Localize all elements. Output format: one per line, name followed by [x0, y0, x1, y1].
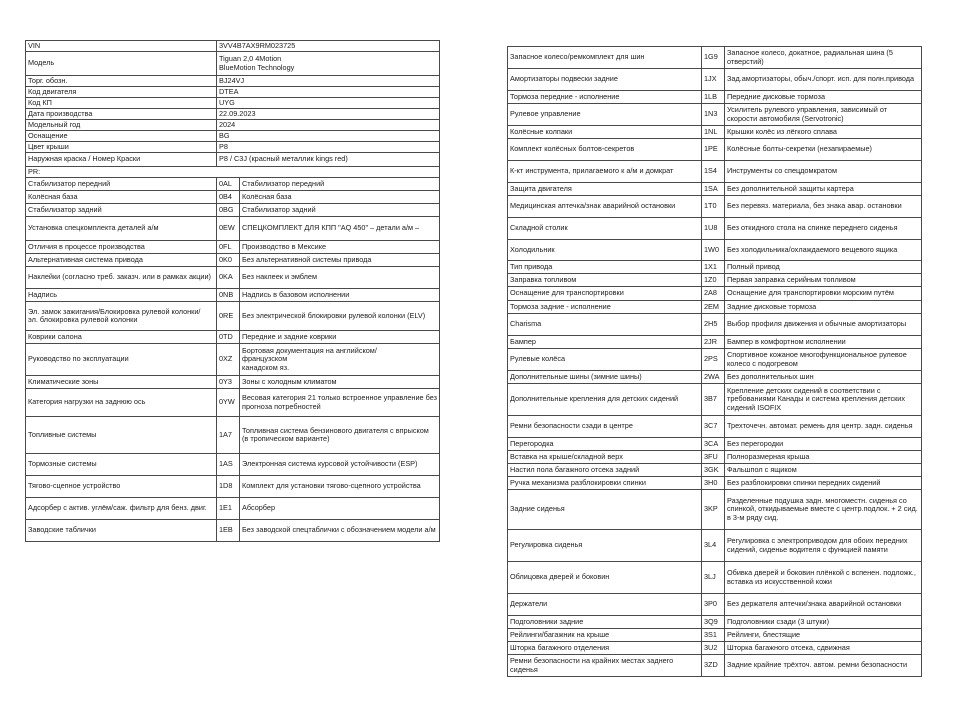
option-row [508, 104, 922, 126]
option-row [26, 344, 440, 376]
option-row [508, 196, 922, 218]
option-code: 1X1 [702, 261, 725, 274]
option-description: Разделенные подушка задн. многоместн. сиденья со спинкой, откидываемые вместе с центр.подлок. + 2 сид. в 3-м ряду сид. [725, 490, 922, 530]
option-description: Трехточечн. автомат. ремень для центр. задн. сиденья [725, 416, 922, 438]
option-description: Фальшпол с ящиком [725, 464, 922, 477]
option-category: Рулевые колёса [508, 349, 702, 371]
option-row [508, 349, 922, 371]
option-description: Регулировка с электроприводом для обоих передних сидений, сиденье водителя с функцией памяти [725, 530, 922, 562]
option-description: Без заводской спецтаблички с обозначением модели а/м [240, 520, 440, 542]
option-description: Без альтернативной системы привода [240, 254, 440, 267]
option-category: Ремни безопасности на крайних местах заднего сиденья [508, 655, 702, 677]
option-code: 3KP [702, 490, 725, 530]
option-description: СПЕЦКОМПЛЕКТ ДЛЯ КПП "AQ 450" – детали а/м – [240, 217, 440, 241]
option-row [508, 371, 922, 384]
option-row [508, 336, 922, 349]
option-code: 0K0 [217, 254, 240, 267]
field-value: DTEA [217, 87, 440, 98]
option-code: 1U8 [702, 218, 725, 240]
option-row [508, 274, 922, 287]
pr-section-label: PR: [26, 167, 440, 178]
option-category: Перегородка [508, 438, 702, 451]
option-code: 0B4 [217, 191, 240, 204]
option-description: Без холодильника/охлаждаемого вещевого ящика [725, 240, 922, 261]
option-category: Коврики салона [26, 331, 217, 344]
option-description: Инструменты со спецдомкратом [725, 161, 922, 183]
option-description: Выбор профиля движения и обычные амортизаторы [725, 314, 922, 336]
option-category: Запасное колесо/ремкомплект для шин [508, 47, 702, 69]
right-table-body [508, 47, 922, 677]
option-code: 0TD [217, 331, 240, 344]
option-category: Колёсные колпаки [508, 126, 702, 139]
field-label: Модель [26, 52, 217, 76]
option-category: Заправка топливом [508, 274, 702, 287]
option-description: Усилитель рулевого управления, зависимый от скорости автомобиля (Servotronic) [725, 104, 922, 126]
option-category: Комплект колёсных болтов-секретов [508, 139, 702, 161]
option-description: Запасное колесо, докатное, радиальная шина (5 отверстий) [725, 47, 922, 69]
option-category: Настил пола багажного отсека задний [508, 464, 702, 477]
option-description: Без держателя аптечки/знака аварийной остановки [725, 594, 922, 616]
option-category: Установка спецкомплекта деталей а/м [26, 217, 217, 241]
option-code: 1T0 [702, 196, 725, 218]
option-description: Без дополнительных шин [725, 371, 922, 384]
option-row [26, 498, 440, 520]
option-row [26, 217, 440, 241]
option-category: Эл. замок зажигания/Блокировка рулевой колонки/ эл. блокировка рулевой колонки [26, 302, 217, 331]
option-row [508, 530, 922, 562]
vehicle-spec-table-left [25, 40, 440, 542]
option-row [26, 289, 440, 302]
option-row [508, 47, 922, 69]
field-value: 22.09.2023 [217, 109, 440, 120]
option-row [26, 417, 440, 454]
option-row [508, 240, 922, 261]
option-description: Шторка багажного отсека, сдвижная [725, 642, 922, 655]
option-code: 3C7 [702, 416, 725, 438]
option-category: Оснащение для транспортировки [508, 287, 702, 301]
option-category: Заводские таблички [26, 520, 217, 542]
option-description: Первая заправка серийным топливом [725, 274, 922, 287]
option-description: Задние дисковые тормоза [725, 301, 922, 314]
option-category: Тягово-сцепное устройство [26, 476, 217, 498]
option-code: 1W0 [702, 240, 725, 261]
option-category: Бампер [508, 336, 702, 349]
option-description: Задние крайние трёхточ. автом. ремни безопасности [725, 655, 922, 677]
option-category: Адсорбер с актив. углём/саж. фильтр для бенз. двиг. [26, 498, 217, 520]
option-code: 3GK [702, 464, 725, 477]
field-value: BG [217, 131, 440, 142]
option-category: Ручка механизма разблокировки спинки [508, 477, 702, 490]
option-description: Без дополнительной защиты картера [725, 183, 922, 196]
option-row [508, 139, 922, 161]
option-description: Стабилизатор передний [240, 178, 440, 191]
option-row [508, 287, 922, 301]
pr-section-row [26, 167, 440, 178]
option-category: Держатели [508, 594, 702, 616]
option-row [508, 183, 922, 196]
option-category: Стабилизатор задний [26, 204, 217, 217]
option-row [26, 241, 440, 254]
option-category: Рулевое управление [508, 104, 702, 126]
option-description: Рейлинги, блестящие [725, 629, 922, 642]
option-description: Полный привод [725, 261, 922, 274]
option-description: Без перевяз. материала, без знака авар. остановки [725, 196, 922, 218]
option-category: Альтернативная система привода [26, 254, 217, 267]
option-row [508, 438, 922, 451]
option-row [26, 389, 440, 417]
option-row [508, 126, 922, 139]
option-category: Шторка багажного отделения [508, 642, 702, 655]
option-row [26, 302, 440, 331]
option-description: Топливная система бензинового двигателя с впрыском (в тропическом варианте) [240, 417, 440, 454]
option-row [508, 161, 922, 183]
option-code: 0Y3 [217, 376, 240, 389]
option-description: Колёсные болты-секретки (незапираемые) [725, 139, 922, 161]
option-code: 2EM [702, 301, 725, 314]
option-description: Абсорбер [240, 498, 440, 520]
option-description: Без перегородки [725, 438, 922, 451]
field-label: Цвет крыши [26, 142, 217, 153]
option-category: Холодильник [508, 240, 702, 261]
option-description: Без наклеек и эмблем [240, 267, 440, 289]
option-description: Спортивное кожаное многофункциональное рулевое колесо с подогревом [725, 349, 922, 371]
option-category: Руководство по эксплуатации [26, 344, 217, 376]
option-code: 0YW [217, 389, 240, 417]
option-category: Дополнительные крепления для детских сидений [508, 384, 702, 416]
option-row [508, 594, 922, 616]
field-value: 3VV4B7AX9RM023725 [217, 41, 440, 52]
option-row [508, 464, 922, 477]
option-description: Без электрической блокировки рулевой колонки (ELV) [240, 302, 440, 331]
header-row [26, 52, 440, 76]
option-category: Категория нагрузки на заднюю ось [26, 389, 217, 417]
option-code: 3B7 [702, 384, 725, 416]
option-category: Тормоза задние - исполнение [508, 301, 702, 314]
option-row [508, 69, 922, 91]
header-row [26, 98, 440, 109]
option-code: 1JX [702, 69, 725, 91]
field-label: Наружная краска / Номер Краски [26, 153, 217, 167]
option-description: Производство в Мексике [240, 241, 440, 254]
field-label: Модельный год [26, 120, 217, 131]
option-description: Передние дисковые тормоза [725, 91, 922, 104]
option-description: Зоны с холодным климатом [240, 376, 440, 389]
option-category: Подголовники задние [508, 616, 702, 629]
option-row [508, 218, 922, 240]
header-row [26, 41, 440, 52]
option-code: 0NB [217, 289, 240, 302]
option-code: 0KA [217, 267, 240, 289]
field-value: P8 / C3J (красный металлик kings red) [217, 153, 440, 167]
option-code: 3S1 [702, 629, 725, 642]
option-category: Амортизаторы подвески задние [508, 69, 702, 91]
option-description: Без разблокировки спинки передних сидений [725, 477, 922, 490]
option-category: Ремни безопасности сзади в центре [508, 416, 702, 438]
field-label: Дата производства [26, 109, 217, 120]
option-category: Стабилизатор передний [26, 178, 217, 191]
option-category: К-кт инструмента, прилагаемого к а/м и домкрат [508, 161, 702, 183]
option-code: 2JR [702, 336, 725, 349]
option-description: Зад.амортизаторы, обыч./спорт. исп. для полн.привода [725, 69, 922, 91]
field-value: UYG [217, 98, 440, 109]
option-row [508, 314, 922, 336]
field-value: BJ24VJ [217, 76, 440, 87]
option-row [26, 191, 440, 204]
option-category: Климатические зоны [26, 376, 217, 389]
option-code: 2WA [702, 371, 725, 384]
option-description: Крышки колёс из лёгкого сплава [725, 126, 922, 139]
option-code: 1N3 [702, 104, 725, 126]
option-row [26, 454, 440, 476]
option-row [508, 451, 922, 464]
option-category: Регулировка сиденья [508, 530, 702, 562]
option-code: 1AS [217, 454, 240, 476]
option-code: 1SA [702, 183, 725, 196]
option-code: 3LJ [702, 562, 725, 594]
option-row [26, 254, 440, 267]
option-description: Стабилизатор задний [240, 204, 440, 217]
header-row [26, 131, 440, 142]
option-code: 3Q9 [702, 616, 725, 629]
left-table-body [26, 41, 440, 542]
option-code: 3ZD [702, 655, 725, 677]
option-category: Тормозные системы [26, 454, 217, 476]
option-description: Оснащение для транспортировки морским путём [725, 287, 922, 301]
option-category: Топливные системы [26, 417, 217, 454]
option-description: Надпись в базовом исполнении [240, 289, 440, 302]
option-category: Складной столик [508, 218, 702, 240]
option-category: Дополнительные шины (зимние шины) [508, 371, 702, 384]
option-code: 0FL [217, 241, 240, 254]
option-row [26, 178, 440, 191]
option-category: Рейлинги/багажник на крыше [508, 629, 702, 642]
option-row [508, 642, 922, 655]
option-code: 3FU [702, 451, 725, 464]
option-code: 0RE [217, 302, 240, 331]
option-code: 3H0 [702, 477, 725, 490]
option-description: Бортовая документация на английском/ французском канадском яз. [240, 344, 440, 376]
option-row [508, 384, 922, 416]
option-category: Наклейки (согласно треб. заказч. или в рамках акции) [26, 267, 217, 289]
field-value: P8 [217, 142, 440, 153]
field-label: Код двигателя [26, 87, 217, 98]
option-code: 0XZ [217, 344, 240, 376]
option-row [26, 520, 440, 542]
option-description: Передние и задние коврики [240, 331, 440, 344]
field-value: 2024 [217, 120, 440, 131]
option-row [508, 655, 922, 677]
option-description: Полноразмерная крыша [725, 451, 922, 464]
header-row [26, 109, 440, 120]
option-row [508, 416, 922, 438]
option-code: 1Z0 [702, 274, 725, 287]
option-description: Без откидного стола на спинке переднего сиденья [725, 218, 922, 240]
option-row [508, 301, 922, 314]
option-code: 3U2 [702, 642, 725, 655]
option-category: Медицинская аптечка/знак аварийной остановки [508, 196, 702, 218]
option-category: Колёсная база [26, 191, 217, 204]
option-row [508, 629, 922, 642]
option-description: Крепление детских сидений в соответствии с требованиями Канады и система крепления детских сидений ISOFIX [725, 384, 922, 416]
option-description: Колёсная база [240, 191, 440, 204]
option-code: 1D8 [217, 476, 240, 498]
option-category: Надпись [26, 289, 217, 302]
option-description: Весовая категория 21 только встроенное управление без прогноза потребностей [240, 389, 440, 417]
option-code: 1LB [702, 91, 725, 104]
header-row [26, 76, 440, 87]
option-category: Облицовка дверей и боковин [508, 562, 702, 594]
field-label: Код КП [26, 98, 217, 109]
option-row [508, 490, 922, 530]
option-code: 3CA [702, 438, 725, 451]
option-row [508, 616, 922, 629]
option-description: Обивка дверей и боковин плёнкой с вспенен. подложк., вставка из искусственной кожи [725, 562, 922, 594]
option-code: 2A8 [702, 287, 725, 301]
option-description: Электронная система курсовой устойчивости (ESP) [240, 454, 440, 476]
option-row [508, 477, 922, 490]
field-label: VIN [26, 41, 217, 52]
header-row [26, 87, 440, 98]
header-row [26, 120, 440, 131]
field-label: Торг. обозн. [26, 76, 217, 87]
option-row [508, 91, 922, 104]
option-code: 0BG [217, 204, 240, 217]
field-value: Tiguan 2,0 4Motion BlueMotion Technology [217, 52, 440, 76]
option-code: 1NL [702, 126, 725, 139]
option-code: 3P0 [702, 594, 725, 616]
option-code: 1EB [217, 520, 240, 542]
option-category: Защита двигателя [508, 183, 702, 196]
option-code: 1G9 [702, 47, 725, 69]
option-category: Отличия в процессе производства [26, 241, 217, 254]
option-description: Подголовники сзади (3 штуки) [725, 616, 922, 629]
option-row [508, 261, 922, 274]
option-row [508, 562, 922, 594]
option-row [26, 331, 440, 344]
vehicle-spec-table-right [507, 46, 922, 677]
option-category: Тип привода [508, 261, 702, 274]
option-code: 1E1 [217, 498, 240, 520]
option-code: 3L4 [702, 530, 725, 562]
option-code: 1S4 [702, 161, 725, 183]
option-code: 2PS [702, 349, 725, 371]
option-code: 0EW [217, 217, 240, 241]
option-category: Тормоза передние - исполнение [508, 91, 702, 104]
option-code: 1A7 [217, 417, 240, 454]
option-row [26, 267, 440, 289]
header-row [26, 153, 440, 167]
option-category: Задние сиденья [508, 490, 702, 530]
option-row [26, 204, 440, 217]
option-code: 2H5 [702, 314, 725, 336]
option-category: Вставка на крыше/складной верх [508, 451, 702, 464]
option-code: 0AL [217, 178, 240, 191]
option-description: Комплект для установки тягово-сцепного устройства [240, 476, 440, 498]
option-description: Бампер в комфортном исполнении [725, 336, 922, 349]
option-row [26, 476, 440, 498]
header-row [26, 142, 440, 153]
option-code: 1PE [702, 139, 725, 161]
option-row [26, 376, 440, 389]
option-category: Charisma [508, 314, 702, 336]
field-label: Оснащение [26, 131, 217, 142]
